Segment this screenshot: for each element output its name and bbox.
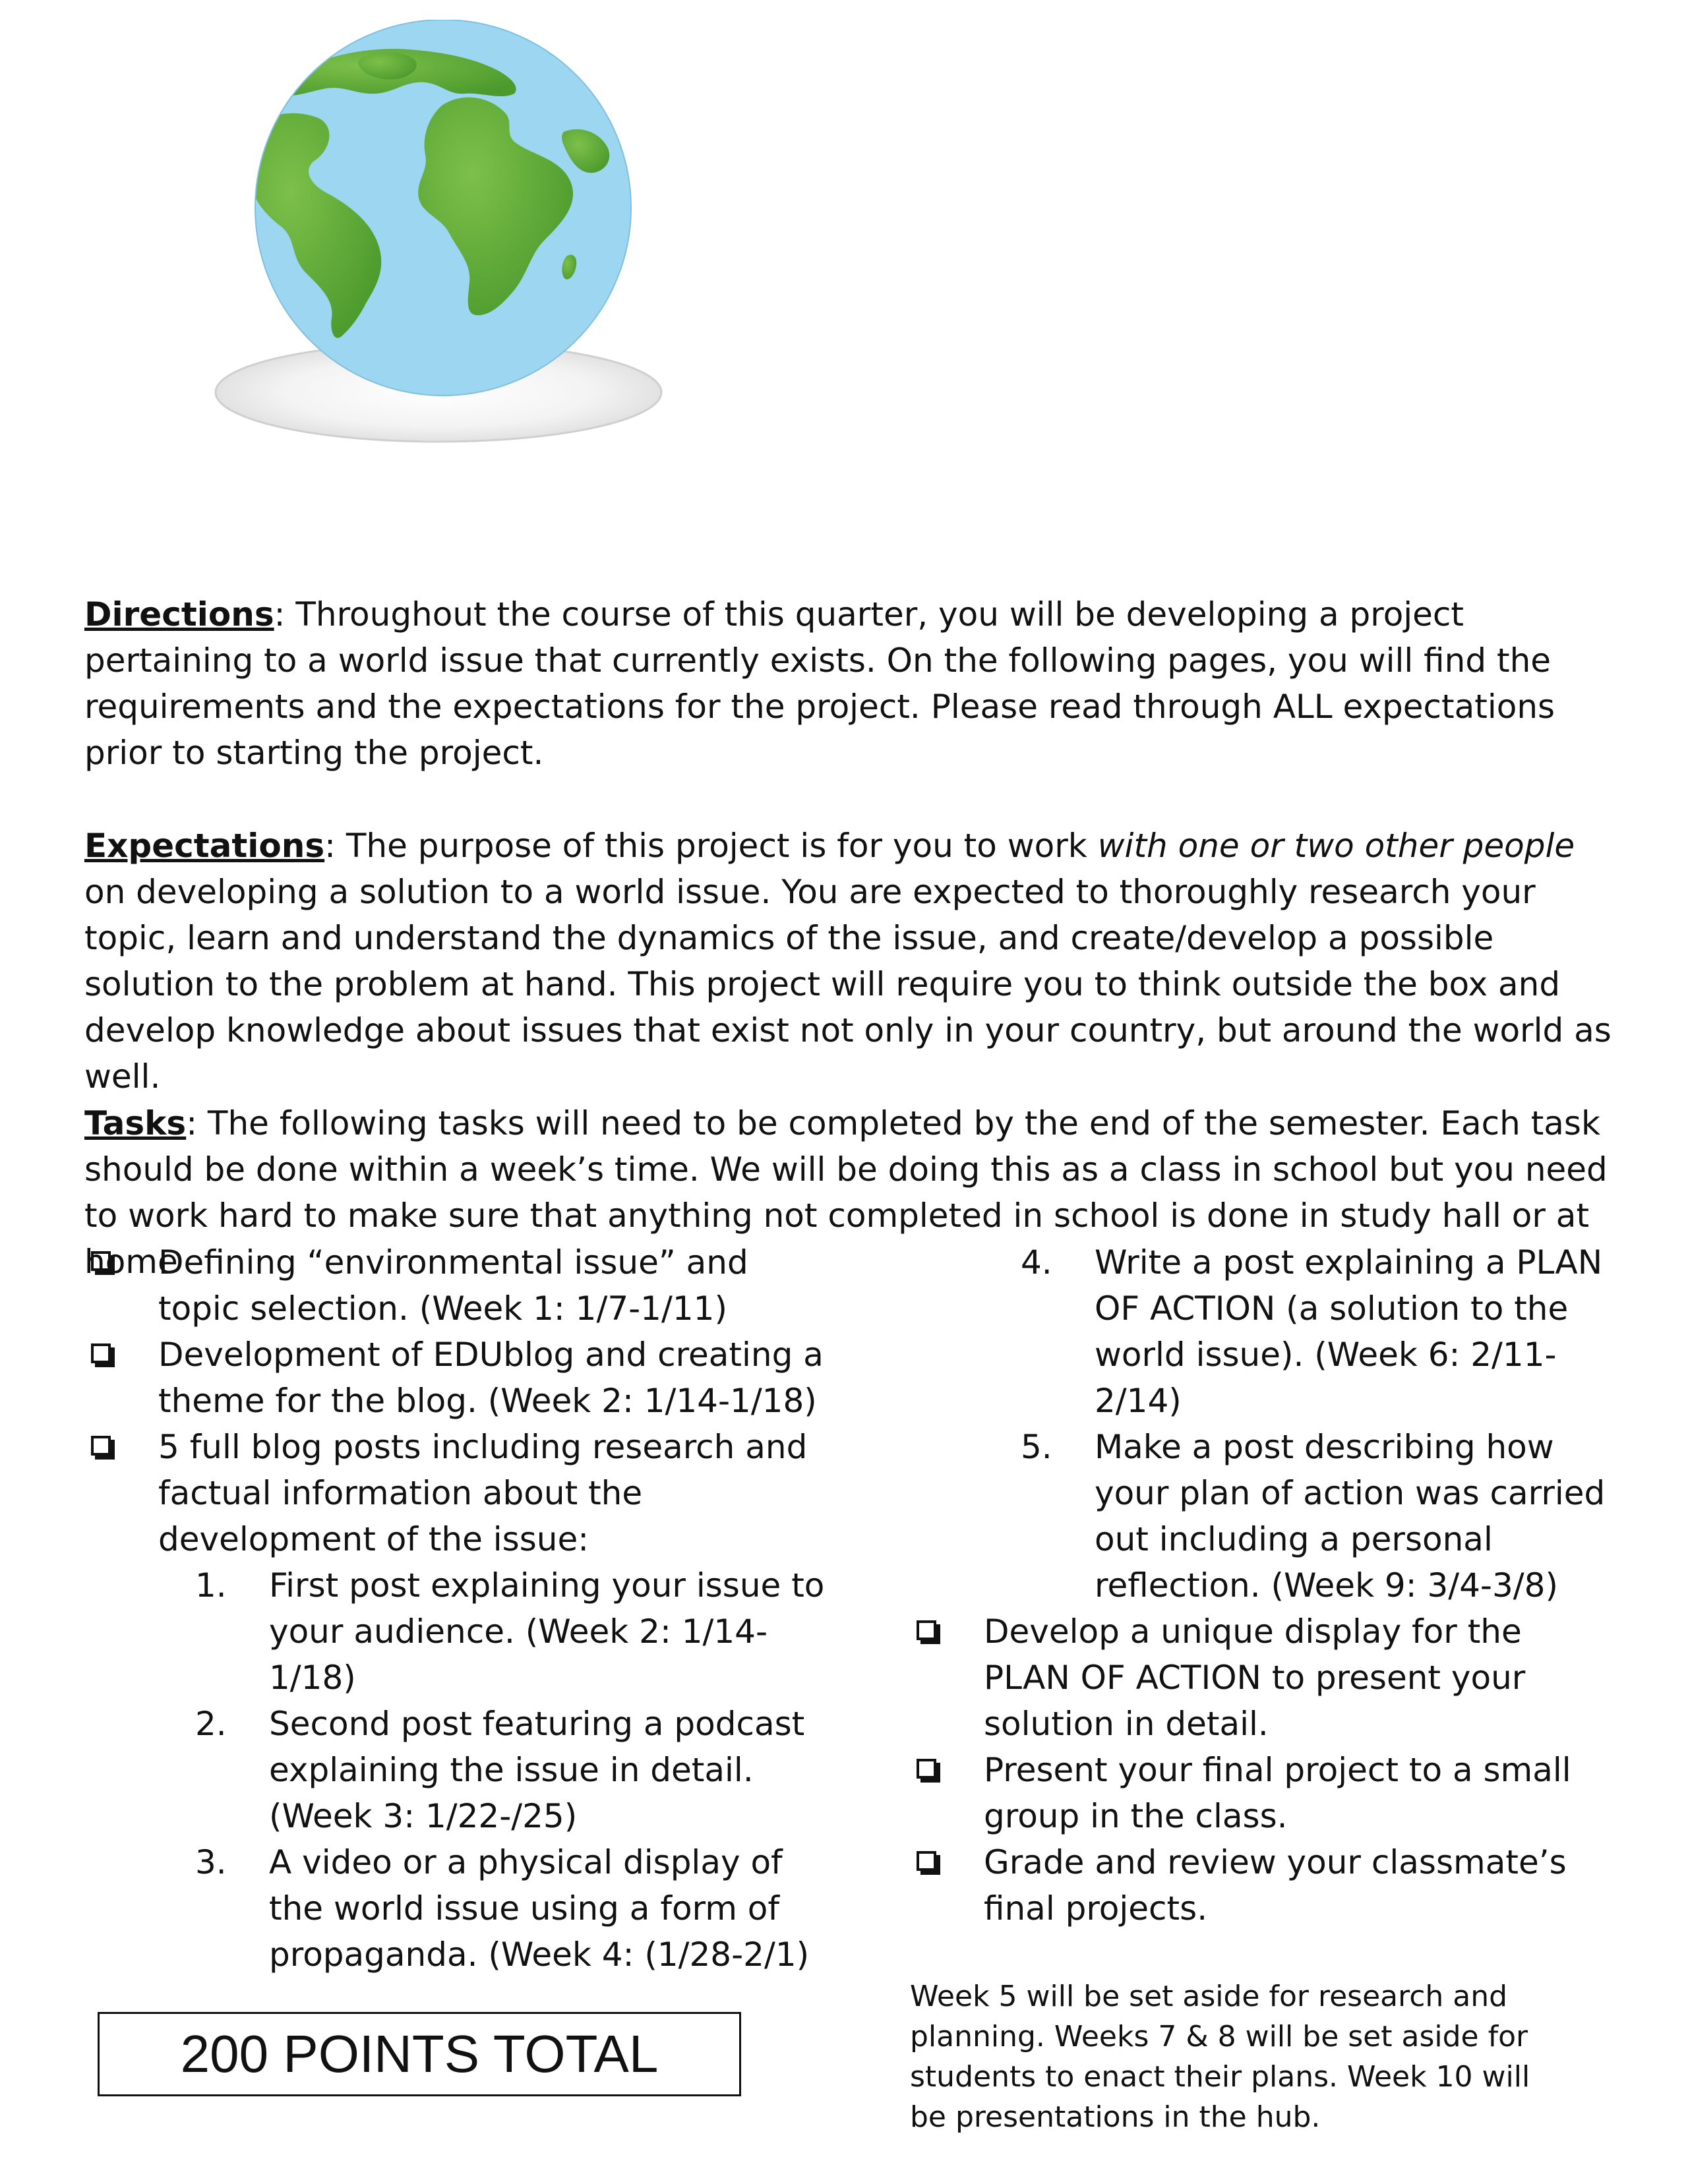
numbered-item xyxy=(84,1701,836,1839)
item-text: Write a post explaining a PLAN OF ACTION (a solution to the world issue). (Week 6: 2/11-2/14) xyxy=(1095,1243,1603,1420)
task-text: Develop a unique display for the PLAN OF ACTION to present your solution in detail. xyxy=(984,1612,1526,1743)
item-text: A video or a physical display of the world issue using a form of propaganda. (Week 4: (1/28-2/1) xyxy=(269,1843,810,1974)
item-number: 5. xyxy=(1021,1428,1052,1466)
checkbox-icon xyxy=(917,1851,936,1871)
checkbox-icon xyxy=(91,1343,111,1363)
expectations-text: : The purpose of this project is for you to work xyxy=(324,827,1098,865)
numbered-item xyxy=(910,1239,1609,1424)
expectations-paragraph xyxy=(84,823,1621,1100)
numbered-item xyxy=(910,1424,1609,1608)
expectations-emphasis: with one or two other people xyxy=(1097,827,1575,865)
tasks-heading: Tasks xyxy=(84,1104,187,1142)
task-text: Development of EDUblog and creating a theme for the blog. (Week 2: 1/14-1/18) xyxy=(158,1336,824,1420)
left-task-column xyxy=(84,1239,836,1978)
task-text: Defining “environmental issue” and topic selection. (Week 1: 1/7-1/11) xyxy=(158,1243,748,1328)
tasks-text: : The following tasks will need to be completed by the end of the semester. Each task should be done within a week’s time. We will be doing this as a class in school but you need to work hard to make sure that anything not completed in school is done in study hall or at home xyxy=(84,1104,1608,1281)
globe-illustration xyxy=(204,20,666,475)
directions-text: : Throughout the course of this quarter, you will be developing a project pertaining to a world issue that currently exists. On the following pages, you will find the requirements and the expectations for the project. Please read through ALL expectations prior to starting the project. xyxy=(84,595,1555,772)
checkbox-icon xyxy=(917,1620,936,1640)
list-item xyxy=(84,1424,836,1562)
list-item xyxy=(910,1747,1609,1839)
numbered-item xyxy=(84,1839,836,1978)
right-task-column xyxy=(910,1239,1609,1932)
item-text: First post explaining your issue to your audience. (Week 2: 1/14-1/18) xyxy=(269,1566,825,1697)
item-number: 2. xyxy=(195,1705,227,1743)
task-text: Present your final project to a small group in the class. xyxy=(984,1751,1571,1835)
item-number: 1. xyxy=(195,1566,227,1605)
item-text: Second post featuring a podcast explaining the issue in detail. (Week 3: 1/22-/25) xyxy=(269,1705,805,1835)
expectations-text-continued: on developing a solution to a world issue. You are expected to thoroughly research your topic, learn and understand the dynamics of the issue, and create/develop a possible solution to the problem at hand. This project will require you to think outside the box and develop knowledge about issues that exist not only in your country, but around the world as well. xyxy=(84,873,1612,1096)
points-total-label: 200 POINTS TOTAL xyxy=(180,2024,659,2083)
schedule-note: Week 5 will be set aside for research and planning. Weeks 7 & 8 will be set aside for students to enact their plans. Week 10 will be presentations in the hub. xyxy=(910,1980,1530,2134)
task-text: 5 full blog posts including research and factual information about the development of the issue: xyxy=(158,1428,808,1558)
list-item xyxy=(84,1332,836,1424)
points-total-box xyxy=(98,2012,741,2096)
checkbox-icon xyxy=(917,1759,936,1779)
list-item xyxy=(910,1839,1609,1932)
item-text: Make a post describing how your plan of action was carried out including a personal reflection. (Week 9: 3/4-3/8) xyxy=(1095,1428,1606,1605)
list-item xyxy=(910,1608,1609,1747)
item-number: 3. xyxy=(195,1843,227,1881)
item-number: 4. xyxy=(1021,1243,1052,1282)
checkbox-icon xyxy=(91,1251,111,1271)
task-text: Grade and review your classmate’s final projects. xyxy=(984,1843,1567,1928)
checkbox-icon xyxy=(91,1436,111,1456)
list-item xyxy=(84,1239,836,1332)
directions-paragraph xyxy=(84,591,1621,776)
numbered-item xyxy=(84,1562,836,1701)
directions-heading: Directions xyxy=(84,595,274,634)
expectations-heading: Expectations xyxy=(84,827,325,865)
